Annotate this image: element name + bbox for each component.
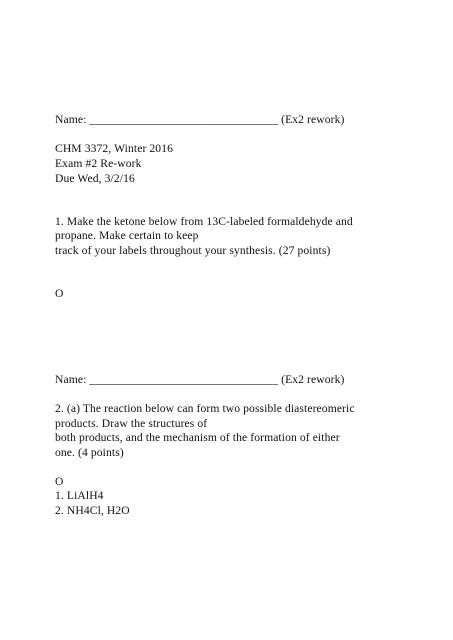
question-1-structure-label: O	[55, 287, 64, 300]
course-line: CHM 3372, Winter 2016	[55, 142, 173, 155]
question-1-text-line-2: propane. Make certain to keep	[55, 229, 199, 242]
question-1-text-line-1: 1. Make the ketone below from 13C-labeled formaldehyde and	[55, 215, 353, 228]
reagent-step-2: 2. NH4Cl, H2O	[55, 504, 130, 517]
question-2-text-line-4: one. (4 points)	[55, 446, 124, 459]
name-label: Name:	[55, 113, 87, 126]
question-2-text-line-1: 2. (a) The reaction below can form two possible diastereomeric	[55, 402, 355, 415]
name-line-1	[55, 113, 344, 127]
reagent-step-1: 1. LiAlH4	[55, 489, 104, 502]
question-2-text-line-2: products. Draw the structures of	[55, 417, 208, 430]
due-date: Due Wed, 3/2/16	[55, 172, 135, 185]
question-1-text-line-3: track of your labels throughout your synthesis. (27 points)	[55, 244, 331, 257]
question-2-text-line-3: both products, and the mechanism of the formation of either	[55, 431, 340, 444]
rework-note: (Ex2 rework)	[281, 373, 345, 386]
name-blank: ________________________________	[89, 113, 279, 126]
rework-note: (Ex2 rework)	[281, 113, 345, 126]
name-line-2	[55, 373, 344, 387]
question-2-structure-label: O	[55, 475, 64, 488]
name-blank: ________________________________	[89, 373, 279, 386]
exam-title: Exam #2 Re-work	[55, 157, 142, 170]
name-label: Name:	[55, 373, 87, 386]
